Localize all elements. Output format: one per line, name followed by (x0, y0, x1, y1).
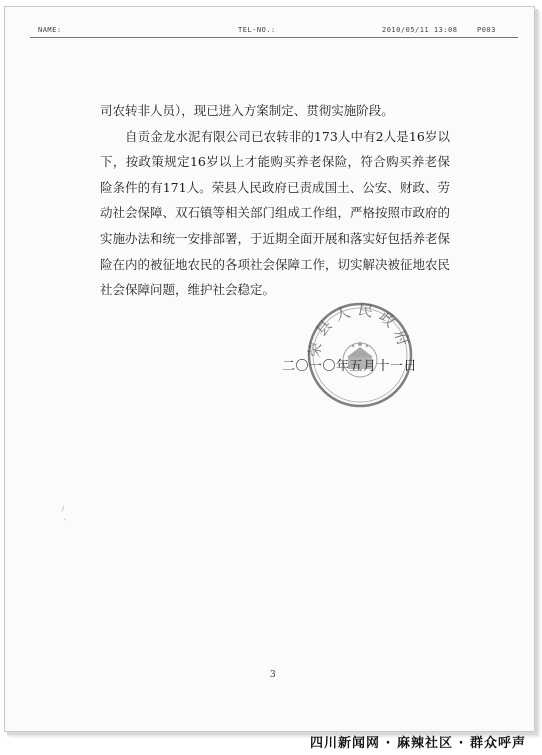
fax-datetime: 2010/05/11 13:08 (382, 26, 458, 34)
seal-text: 荣县人民政府 (305, 300, 415, 359)
fax-page-code: P003 (477, 26, 496, 34)
paragraph-continuation: 司农转非人员），现已进入方案制定、贯彻实施阶段。 (100, 103, 394, 118)
fax-tel-field: TEL-NO.: (238, 26, 276, 34)
signing-date: 二〇一〇年五月十一日 (282, 359, 418, 374)
margin-mark-lower: , (64, 514, 66, 521)
letter-body (100, 98, 450, 303)
fax-name-field: NAME: (38, 26, 62, 34)
page-number: 3 (270, 670, 276, 680)
paragraph-main: 自贡金龙水泥有限公司已农转非的173人中有2人是16岁以下，按政策规定16岁以上才能购买养老保险，符合购买养老保险条件的有171人。荣县人民政府已责成国土、公安、财政、劳动社会保障、双石镇等相关部门组成工作组，严格按照市政府的实施办法和统一安排部署，于近期全面开展和落实好包括养老保险在内的被征地农民的各项社会保障工作，切实解决被征地农民社会保障问题，维护社会稳定。 (100, 128, 451, 298)
fax-header-rule (30, 37, 518, 38)
source-caption: 四川新闻网 · 麻辣社区 · 群众呼声 (310, 736, 526, 751)
margin-mark-upper: / (62, 506, 65, 513)
